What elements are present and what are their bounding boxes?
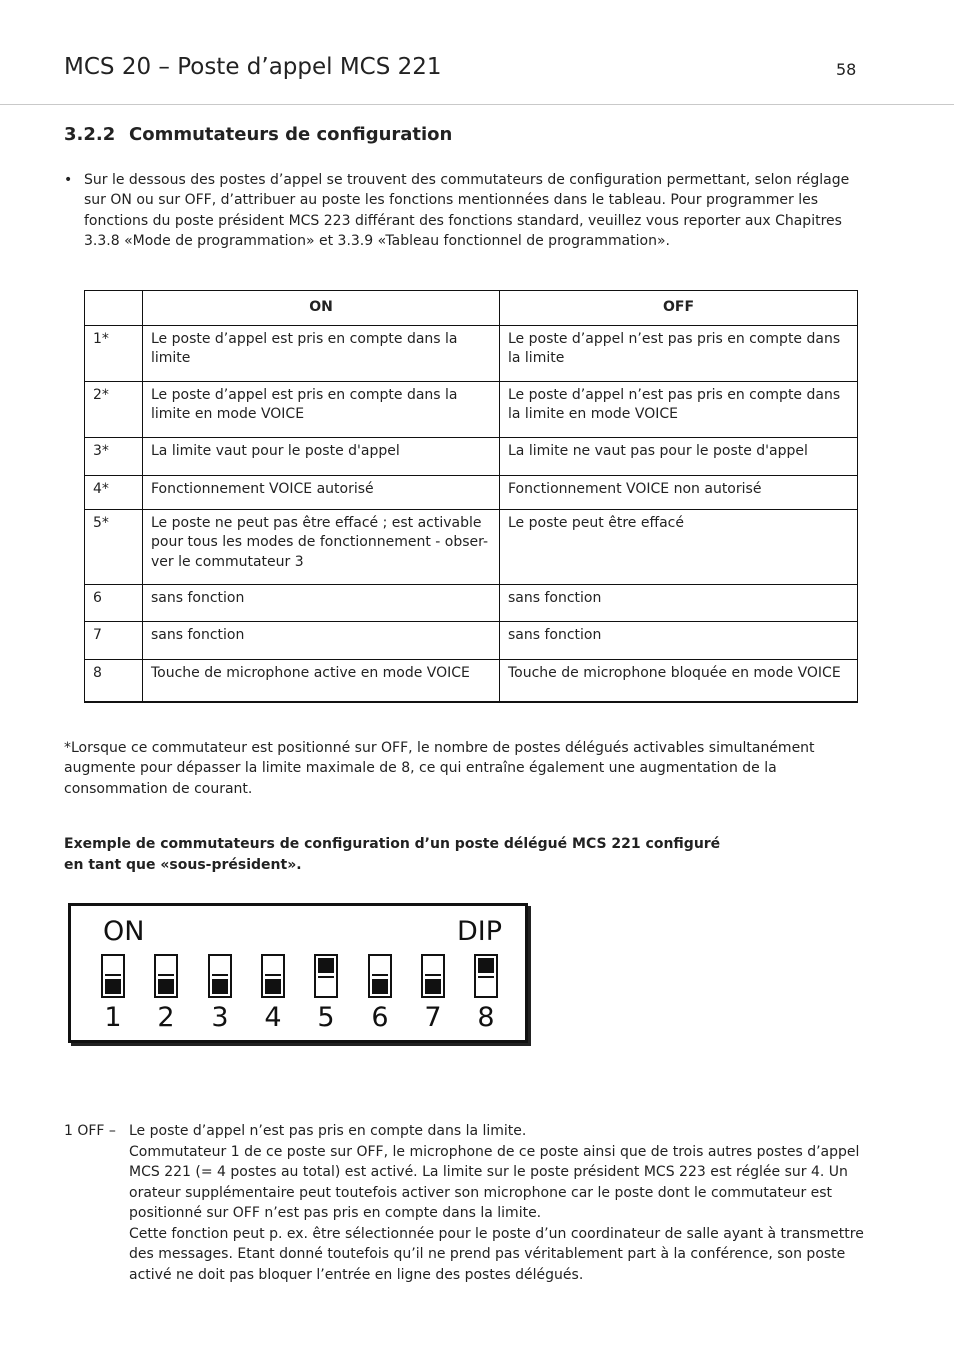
table-header-switch <box>85 291 143 326</box>
dip-on-label: ON <box>103 916 145 947</box>
dip-switch-8 <box>474 954 498 998</box>
config-switch-table <box>84 290 858 703</box>
dip-switch-lever <box>265 974 281 994</box>
row-off: Touche de microphone bloquée en mode VOICE <box>500 660 858 702</box>
dip-switch-number: 5 <box>317 1002 335 1033</box>
dip-switch-number: 8 <box>477 1002 495 1033</box>
example-title <box>64 834 764 876</box>
dip-switch-5 <box>314 954 338 998</box>
dip-label: DIP <box>457 916 503 947</box>
intro-bullet <box>64 170 854 252</box>
table-header-row <box>85 291 858 326</box>
table-row <box>85 622 858 660</box>
dip-switch-lever <box>478 958 494 978</box>
row-off: sans fonction <box>500 585 858 622</box>
dip-switch-7 <box>421 954 445 998</box>
table-row <box>85 476 858 510</box>
table-header-on: ON <box>143 291 500 326</box>
row-on: La limite vaut pour le poste d'appel <box>143 438 500 476</box>
table-row <box>85 438 858 476</box>
dip-switch-lever <box>212 974 228 994</box>
dip-switch-number: 6 <box>371 1002 389 1033</box>
row-number: 7 <box>85 622 143 660</box>
bullet-dot-icon: • <box>64 172 73 188</box>
row-number: 4* <box>85 476 143 510</box>
row-off: Le poste d’appel n’est pas pris en compte dans la limite <box>500 326 858 382</box>
row-on: sans fonction <box>143 585 500 622</box>
intro-text: Sur le dessous des postes d’appel se trouvent des commutateurs de configuration permettant, selon réglage sur ON ou sur OFF, d’attribuer au poste les fonctions mentionnées dans le tableau. Pour programmer les fonctions du poste président MCS 223 différant des fonctions standard, veuillez vous reporter aux Chapitres 3.3.8 «Mode de programmation» et 3.3.9 «Tableau fonctionnel de programmation». <box>84 172 850 250</box>
header-divider <box>0 104 954 105</box>
row-number: 1* <box>85 326 143 382</box>
dip-switch-number: 4 <box>264 1002 282 1033</box>
row-number: 8 <box>85 660 143 702</box>
section-title: Commutateurs de configuration <box>129 124 453 145</box>
description-line: Commutateur 1 de ce poste sur OFF, le microphone de ce poste ainsi que de trois autres postes d’appel MCS 221 (= 4 postes au total) est activé. La limite sur le poste président MCS 223 est réglée sur 4. Un orateur supplémentaire peut toutefois activer son microphone car le poste dont le commutateur est positionné sur OFF n’est pas pris en compte dans la limite. <box>129 1143 860 1221</box>
dip-switch-2 <box>154 954 178 998</box>
row-number: 2* <box>85 382 143 438</box>
dip-switch-4 <box>261 954 285 998</box>
table-header-off: OFF <box>500 291 858 326</box>
row-on: Touche de microphone active en mode VOICE <box>143 660 500 702</box>
example-title-line: Exemple de commutateurs de configuration d’un poste délégué MCS 221 configuré <box>64 836 721 852</box>
table-row <box>85 660 858 702</box>
description-text <box>129 1121 864 1285</box>
table-row <box>85 382 858 438</box>
header-title: MCS 20 – Poste d’appel MCS 221 <box>64 54 442 80</box>
dip-switch-lever <box>318 958 334 978</box>
dip-switch-diagram <box>68 903 528 1043</box>
dip-switch-lever <box>372 974 388 994</box>
dip-switch-number: 7 <box>424 1002 442 1033</box>
row-off: La limite ne vaut pas pour le poste d'appel <box>500 438 858 476</box>
row-on: Fonctionnement VOICE autorisé <box>143 476 500 510</box>
table-row <box>85 326 858 382</box>
dip-switch-1 <box>101 954 125 998</box>
table-row <box>85 585 858 622</box>
row-on: sans fonction <box>143 622 500 660</box>
description-line: Le poste d’appel n’est pas pris en compte dans la limite. <box>129 1123 527 1139</box>
row-off: Fonctionnement VOICE non autorisé <box>500 476 858 510</box>
row-on: Le poste d’appel est pris en compte dans la limite en mode VOICE <box>143 382 500 438</box>
section-heading <box>64 124 452 145</box>
example-title-line: en tant que «sous-président». <box>64 857 302 873</box>
row-number: 3* <box>85 438 143 476</box>
dip-switch-number: 1 <box>104 1002 122 1033</box>
dip-switch-3 <box>208 954 232 998</box>
section-number: 3.2.2 <box>64 124 116 145</box>
footnote: *Lorsque ce commutateur est positionné sur OFF, le nombre de postes délégués activables simultanément augmente pour dépasser la limite maximale de 8, ce qui entraîne également une augmentation de la consommation de courant. <box>64 740 815 797</box>
row-on: Le poste ne peut pas être effacé ; est activable pour tous les modes de fonctionnement - obser-ver le commutateur 3 <box>143 510 500 585</box>
dip-switch-number: 2 <box>157 1002 175 1033</box>
dip-switch-number: 3 <box>211 1002 229 1033</box>
row-off: Le poste d’appel n’est pas pris en compte dans la limite en mode VOICE <box>500 382 858 438</box>
table-row <box>85 510 858 585</box>
dip-switch-lever <box>425 974 441 994</box>
dip-switch-lever <box>105 974 121 994</box>
description-label: 1 OFF – <box>64 1123 116 1139</box>
description-line: Cette fonction peut p. ex. être sélectionnée pour le poste d’un coordinateur de salle ayant à transmettre des messages. Etant donné toutefois qu’il ne prend pas véritablement part à la conférence, son poste activé ne doit pas bloquer l’entrée en ligne des postes délégués. <box>129 1225 864 1283</box>
row-off: sans fonction <box>500 622 858 660</box>
row-number: 6 <box>85 585 143 622</box>
row-on: Le poste d’appel est pris en compte dans la limite <box>143 326 500 382</box>
page-number: 58 <box>836 60 857 79</box>
row-off: Le poste peut être effacé <box>500 510 858 585</box>
dip-switch-6 <box>368 954 392 998</box>
dip-switch-lever <box>158 974 174 994</box>
row-number: 5* <box>85 510 143 585</box>
